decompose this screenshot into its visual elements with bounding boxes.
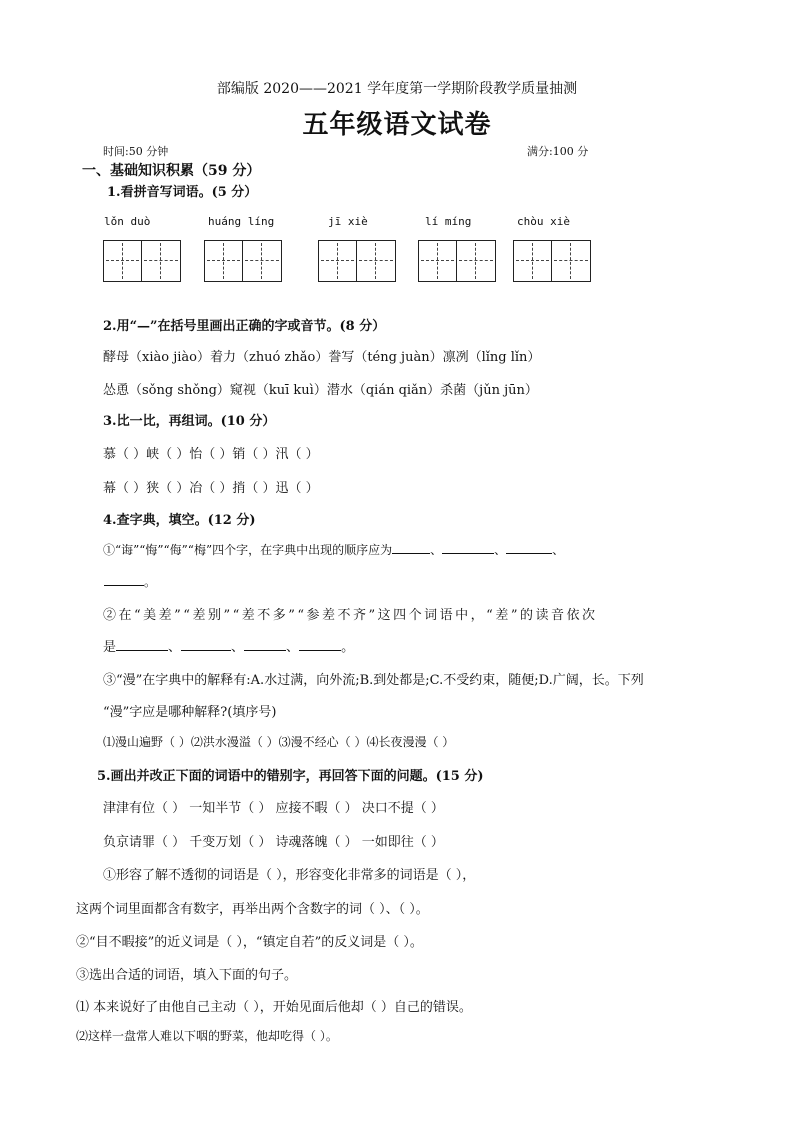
writing-grid-2[interactable] [204, 240, 282, 282]
pinyin-4: lí míng [425, 215, 472, 228]
answer-blank[interactable] [392, 541, 430, 554]
question-4-item-1: ①“诲”“悔”“侮”“梅”四个字，在字典中出现的顺序应为 、 、 、 [103, 543, 565, 557]
answer-blank[interactable] [181, 638, 231, 651]
answer-blank[interactable] [299, 638, 341, 651]
answer-blank[interactable] [506, 541, 552, 554]
question-3-title: 3.比一比，再组词。(10 分） [103, 414, 276, 429]
pinyin-5: chòu xiè [517, 215, 570, 228]
question-4-item-2: ②在“美差”“差别”“差不多”“参差不齐”这四个词语中，“差”的读音依次 [103, 608, 598, 623]
question-2-line-1[interactable]: 酵母（xiào jiào）着力（zhuó zhǎo）誊写（téng juàn）凛冽（lǐng lǐn） [103, 350, 541, 365]
exam-title: 五年级语文试卷 [302, 110, 492, 140]
question-2-title: 2.用“—”在括号里画出正确的字或音节。(8 分） [103, 319, 386, 334]
question-3-line-2[interactable]: 幕（ ）狭（ ）冶（ ）捎（ ）迅（ ） [103, 481, 319, 496]
question-4-item-3: ③“漫”在字典中的解释有:A.水过满，向外流;B.到处都是;C.不受约束，随便;D.广阔，长。下列 [103, 673, 644, 688]
writing-grid-3[interactable] [318, 240, 396, 282]
question-4-item-1-cont: 。 [104, 573, 156, 590]
question-2-line-2[interactable]: 怂恿（sǒng shǒng）窥视（kuī kuì）潜水（qián qiǎn）杀菌（jǔn jūn） [103, 383, 538, 398]
question-5-sub-3: ③选出合适的词语，填入下面的句子。 [76, 968, 298, 983]
answer-blank[interactable] [104, 573, 144, 586]
section-heading: 一、基础知识积累（59 分） [82, 163, 261, 179]
question-5-sub-1[interactable]: ①形容了解不透彻的词语是（ ），形容变化非常多的词语是（ ）， [103, 868, 476, 883]
question-5-line-2[interactable]: 负京请罪（ ） 千变万划（ ） 诗魂落魄（ ） 一如即往（ ） [103, 835, 444, 850]
exam-subtitle: 部编版 2020——2021 学年度第一学期阶段教学质量抽测 [216, 81, 578, 97]
pinyin-1: lǒn duò [104, 215, 151, 228]
full-score: 满分:100 分 [527, 145, 589, 158]
writing-grid-5[interactable] [513, 240, 591, 282]
writing-grid-1[interactable] [103, 240, 181, 282]
question-5-line-1[interactable]: 津津有位（ ） 一知半节（ ） 应接不暇（ ） 决口不提（ ） [103, 801, 444, 816]
answer-blank[interactable] [244, 638, 286, 651]
pinyin-2: huáng líng [208, 215, 275, 228]
question-4-item-3-choices[interactable]: ⑴漫山遍野（ ）⑵洪水漫溢（ ）⑶漫不经心（ ）⑷长夜漫漫（ ） [103, 735, 455, 749]
question-5-sub-1-cont[interactable]: 这两个词里面都含有数字，再举出两个含数字的词（ ）、（ ）。 [76, 902, 429, 917]
pinyin-3: jī xiè [328, 215, 368, 228]
question-5-sub-2[interactable]: ②“目不暇接”的近义词是（ ），“镇定自若”的反义词是（ ）。 [76, 935, 423, 950]
writing-grid-4[interactable] [418, 240, 496, 282]
question-4-title: 4.查字典，填空。(12 分) [103, 513, 256, 528]
question-4-item-3-cont: “漫”字应是哪种解释?(填序号) [103, 705, 277, 720]
question-3-line-1[interactable]: 慕（ ）峡（ ）怡（ ）销（ ）汛（ ） [103, 447, 319, 462]
time-limit: 时间:50 分钟 [103, 145, 169, 158]
answer-blank[interactable] [442, 541, 494, 554]
question-5-sub-3-sentence-1[interactable]: ⑴ 本来说好了由他自己主动（ ），开始见面后他却（ ）自己的错误。 [76, 1000, 472, 1015]
question-4-item-2-cont: 是 、 、 、 。 [103, 640, 355, 655]
answer-blank[interactable] [116, 638, 168, 651]
question-1-title: 1.看拼音写词语。(5 分） [107, 185, 258, 200]
question-5-title: 5.画出并改正下面的词语中的错别字，再回答下面的问题。(15 分) [97, 769, 484, 784]
question-5-sub-3-sentence-2[interactable]: ⑵这样一盘常人难以下咽的野菜，他却吃得（ ）。 [76, 1029, 338, 1043]
